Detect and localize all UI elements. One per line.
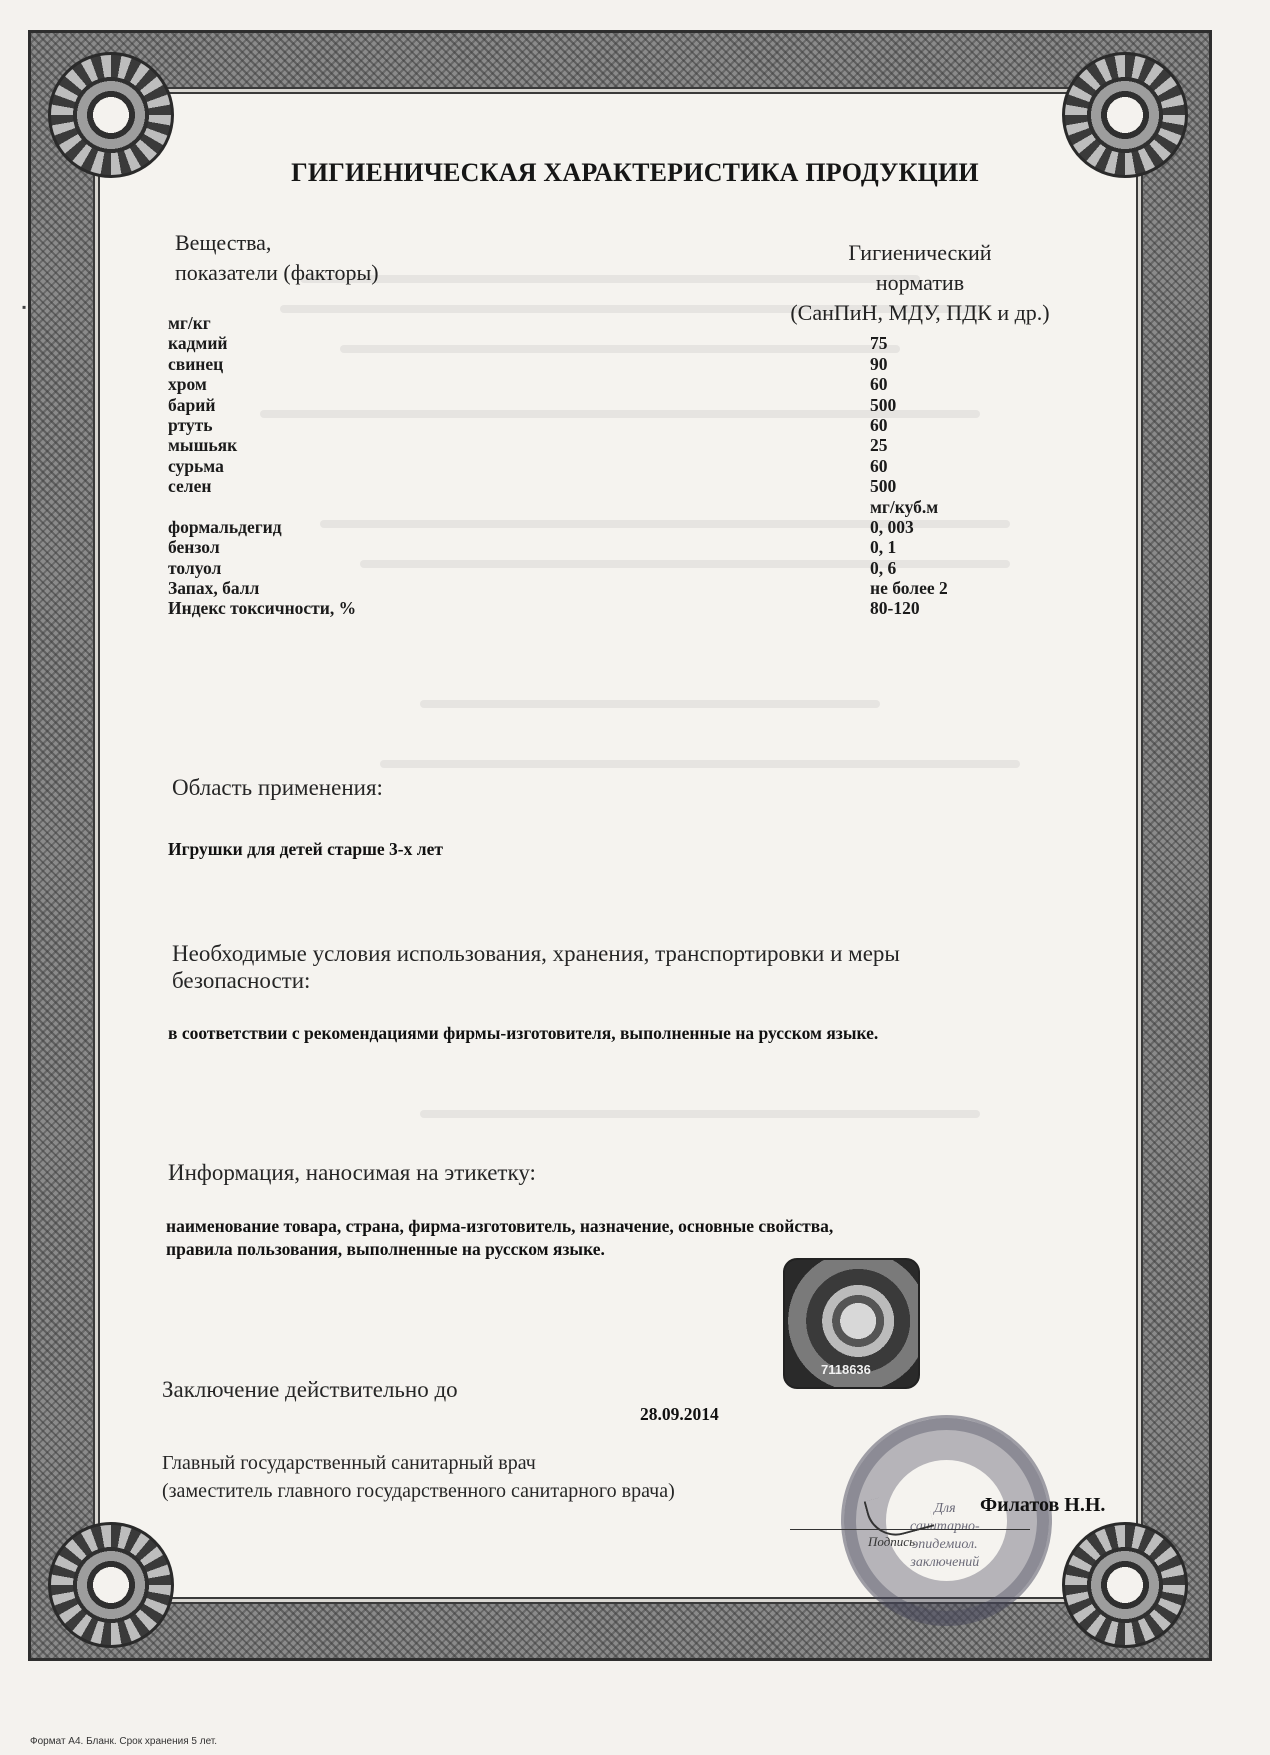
validity-label: Заключение действительно до bbox=[162, 1377, 458, 1402]
substance-name: кадмий bbox=[168, 333, 228, 354]
column-header-substances bbox=[175, 228, 515, 288]
table-row bbox=[168, 517, 1068, 537]
column-header-line: Гигиенический bbox=[848, 240, 992, 265]
document-title: ГИГИЕНИЧЕСКАЯ ХАРАКТЕРИСТИКА ПРОДУКЦИИ bbox=[291, 158, 979, 187]
table-row bbox=[168, 415, 1068, 435]
table-row bbox=[168, 558, 1068, 578]
column-header-line: показатели (факторы) bbox=[175, 260, 379, 285]
substance-name: мышьяк bbox=[168, 435, 238, 456]
substance-name: ртуть bbox=[168, 414, 213, 435]
norm-value: мг/куб.м bbox=[870, 496, 939, 517]
norm-value: 90 bbox=[870, 353, 888, 374]
substance-name: формальдегид bbox=[168, 516, 282, 537]
norms-table bbox=[168, 313, 1068, 619]
signature-caption: Подпись bbox=[868, 1534, 915, 1549]
substance-name: барий bbox=[168, 394, 216, 415]
scan-edge-mark: ▪ bbox=[22, 300, 27, 314]
substance-name: толуол bbox=[168, 557, 222, 578]
table-row bbox=[168, 578, 1068, 598]
substance-name: Запах, балл bbox=[168, 578, 260, 599]
hologram-number: 7118636 bbox=[821, 1362, 871, 1377]
table-row bbox=[168, 354, 1068, 374]
table-row bbox=[168, 374, 1068, 394]
norm-value: 0, 003 bbox=[870, 516, 914, 537]
table-row bbox=[168, 333, 1068, 353]
table-row bbox=[168, 395, 1068, 415]
table-row bbox=[168, 537, 1068, 557]
validity-date: 28.09.2014 bbox=[640, 1404, 719, 1424]
seal-text-line: эпидемиол. bbox=[912, 1537, 978, 1552]
signatory-title: Главный государственный санитарный врач bbox=[162, 1452, 536, 1474]
corner-ornament-icon bbox=[1062, 1522, 1188, 1648]
column-header-line: (СанПиН, МДУ, ПДК и др.) bbox=[790, 300, 1050, 325]
norm-value: 25 bbox=[870, 435, 888, 456]
watermark-line bbox=[420, 1110, 980, 1118]
scope-label: Область применения: bbox=[172, 775, 383, 800]
norm-value: 500 bbox=[870, 476, 897, 497]
norm-value: 0, 1 bbox=[870, 537, 897, 558]
label-info-line: наименование товара, страна, фирма-изготовитель, назначение, основные свойства, bbox=[166, 1216, 834, 1236]
watermark-line bbox=[420, 700, 880, 708]
substance-name: хром bbox=[168, 374, 207, 395]
column-header-line: норматив bbox=[875, 270, 965, 295]
substance-name: мг/кг bbox=[168, 313, 211, 333]
norm-value: 75 bbox=[870, 333, 888, 354]
table-row bbox=[168, 456, 1068, 476]
signatory-block bbox=[162, 1449, 675, 1505]
substance-name: сурьма bbox=[168, 455, 224, 476]
watermark-line bbox=[380, 760, 1020, 768]
signature-line bbox=[790, 1529, 1030, 1530]
norm-value: 0, 6 bbox=[870, 557, 897, 578]
label-info-label: Информация, наносимая на этикетку: bbox=[168, 1160, 536, 1185]
substance-name: бензол bbox=[168, 537, 220, 558]
signatory-subtitle: (заместитель главного государственного санитарного врача) bbox=[162, 1480, 675, 1502]
label-info-line: правила пользования, выполненные на русском языке. bbox=[166, 1239, 605, 1259]
conditions-value: в соответствии с рекомендациями фирмы-изготовителя, выполненные на русском языке. bbox=[168, 1023, 879, 1043]
norm-value: 500 bbox=[870, 394, 897, 415]
table-row bbox=[168, 497, 1068, 517]
scope-value: Игрушки для детей старше 3-х лет bbox=[168, 839, 443, 859]
substance-name: свинец bbox=[168, 353, 224, 374]
conditions-label-line: безопасности: bbox=[172, 968, 311, 993]
table-row bbox=[168, 435, 1068, 455]
table-row bbox=[168, 476, 1068, 496]
conditions-label bbox=[172, 940, 900, 994]
table-row bbox=[168, 313, 1068, 333]
substance-name: Индекс токсичности, % bbox=[168, 598, 357, 619]
norm-value: 60 bbox=[870, 455, 888, 476]
norm-value: 60 bbox=[870, 414, 888, 435]
norm-value: 60 bbox=[870, 374, 888, 395]
seal-text-line: Для bbox=[934, 1501, 956, 1516]
corner-ornament-icon bbox=[48, 1522, 174, 1648]
footer-note: Формат А4. Бланк. Срок хранения 5 лет. bbox=[30, 1736, 218, 1747]
norm-value: не более 2 bbox=[870, 578, 948, 599]
column-header-line: Вещества, bbox=[175, 230, 272, 255]
seal-text-line: заключений bbox=[910, 1555, 980, 1570]
substance-name: селен bbox=[168, 476, 212, 497]
seal-text-line: санитарно- bbox=[910, 1519, 980, 1534]
signatory-name: Филатов Н.Н. bbox=[980, 1494, 1106, 1516]
label-info-value bbox=[166, 1215, 833, 1261]
norm-value: 80-120 bbox=[870, 598, 920, 619]
conditions-label-line: Необходимые условия использования, хранения, транспортировки и меры bbox=[172, 941, 900, 966]
table-row bbox=[168, 598, 1068, 618]
